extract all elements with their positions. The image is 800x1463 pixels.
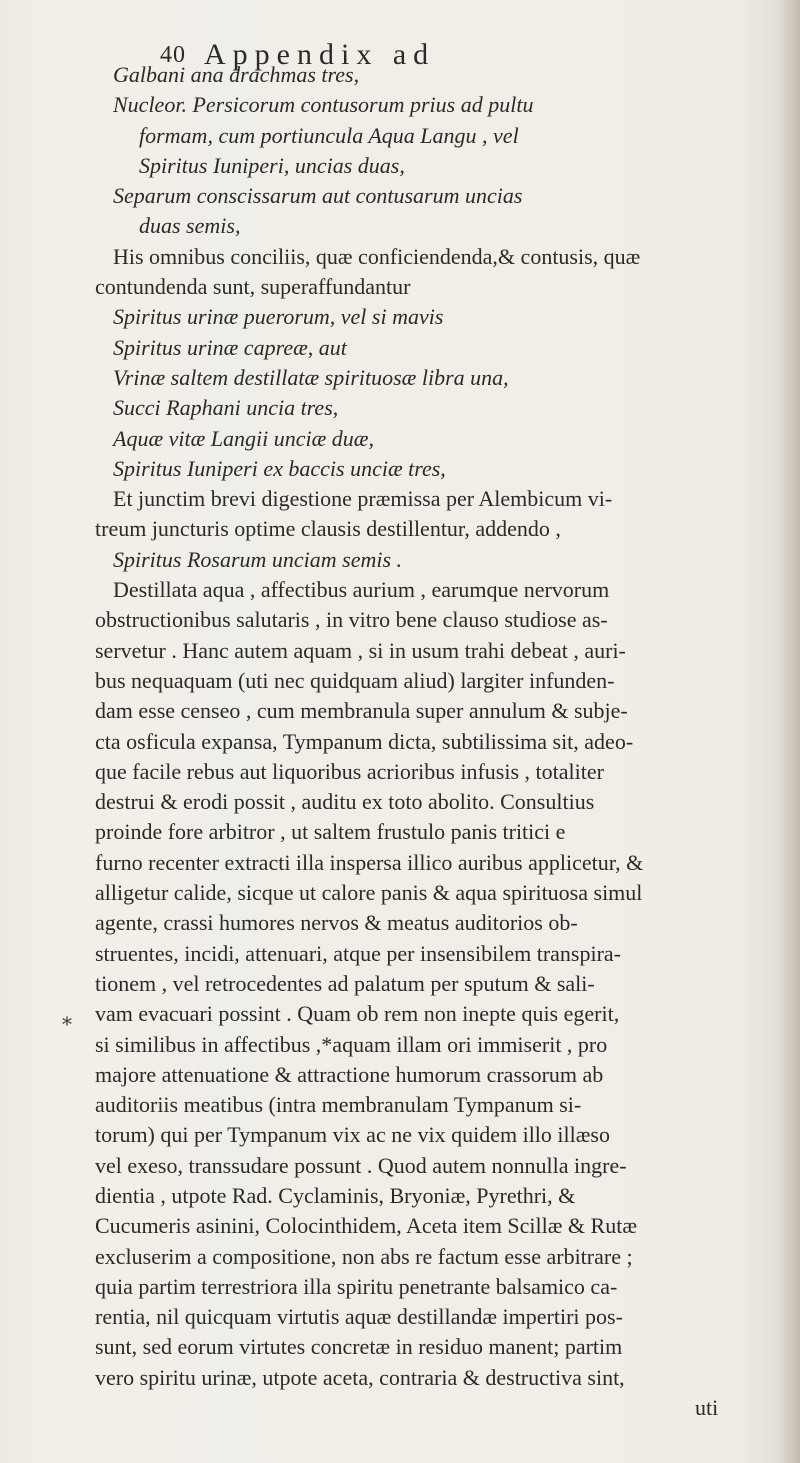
text-line: Spiritus Iuniperi, uncias duas, [139,152,405,178]
text-line: Destillata aqua , affectibus aurium , earumque nervorum [113,577,610,603]
page-number: 40 [160,42,186,68]
text-line: bus nequaquam (uti nec quidquam aliud) largiter infunden- [95,667,615,693]
text-line: rentia, nil quicquam virtutis aquæ destillandæ impertiri pos- [95,1304,623,1330]
text-line: Galbani ana drachmas tres, [113,62,360,87]
text-line: vam evacuari possint . Quam ob rem non inepte quis egerit, [95,1001,620,1027]
text-line: cta osficula expansa, Tympanum dicta, subtilissima sit, adeo- [95,728,634,754]
text-line: dientia , utpote Rad. Cyclaminis, Bryoniæ, Pyrethri, & [95,1182,576,1208]
text-line: si similibus in affectibus ,*aquam illam ori immiserit , pro [95,1031,608,1057]
text-line: Separum conscissarum aut contusarum uncias [113,183,523,209]
text-line: contundenda sunt, superaffundantur [95,274,411,300]
text-line: vel exeso, transsudare possunt . Quod autem nonnulla ingre- [95,1152,627,1178]
text-line: auditoriis meatibus (intra membranulam Tympanum si- [95,1092,582,1118]
running-head: Appendix ad [204,38,436,71]
text-line: proinde fore arbitror , ut saltem frustulo panis tritici e [95,819,566,845]
body-text [95,60,775,1423]
text-line: Nucleor. Persicorum contusorum prius ad pultu [113,92,534,118]
text-line: duas semis, [139,213,241,239]
text-line: treum juncturis optime clausis destillentur, addendo , [95,516,561,542]
text-line: que facile rebus aut liquoribus acrioribus infusis , totaliter [95,758,604,784]
text-line: Succi Raphani uncia tres, [113,395,339,421]
text-line: Spiritus Rosarum unciam semis . [113,546,403,572]
text-line: Cucumeris asinini, Colocinthidem, Aceta item Scillæ & Rutæ [95,1213,638,1239]
page-spine-shadow [778,0,800,1463]
text-line: Et junctim brevi digestione præmissa per Alembicum vi- [113,486,613,512]
text-line: quia partim terrestriora illa spiritu penetrante balsamico ca- [95,1273,618,1299]
text-line: struentes, incidi, attenuari, atque per insensibilem transpira- [95,940,622,966]
text-line: destrui & erodi possit , auditu ex toto abolito. Consultius [95,789,595,815]
text-line: tionem , vel retrocedentes ad palatum per sputum & sali- [95,970,595,996]
text-line: Spiritus urinæ puerorum, vel si mavis [113,304,444,330]
text-line: sunt, sed eorum virtutes concretæ in residuo manent; partim [95,1334,623,1360]
text-line: majore attenuatione & attractione humorum crassorum ab [95,1061,604,1087]
text-line: Spiritus Iuniperi ex baccis unciæ tres, [113,455,446,481]
text-line: servetur . Hanc autem aquam , si in usum trahi debeat , auri- [95,637,626,663]
text-line: obstructionibus salutaris , in vitro bene clauso studiose as- [95,607,608,633]
text-line: torum) qui per Tympanum vix ac ne vix quidem illo illæso [95,1122,610,1148]
text-line: Vrinæ saltem destillatæ spirituosæ libra una, [113,364,509,390]
text-line: formam, cum portiuncula Aqua Langu , vel [139,122,519,148]
text-line: Aquæ vitæ Langii unciæ duæ, [113,425,374,451]
text-line: dam esse censeo , cum membranula super annulum & subje- [95,698,628,724]
text-line: furno recenter extracti illa inspersa illico auribus applicetur, & [95,849,644,875]
text-line: uti [695,1395,719,1421]
text-line: vero spiritu urinæ, utpote aceta, contraria & destructiva sint, [95,1364,625,1390]
text-line: alligetur calide, sicque ut calore panis & aqua spirituosa simul [95,880,643,906]
text-line: excluserim a compositione, non abs re factum esse arbitrare ; [95,1243,633,1269]
text-line: Spiritus urinæ capreæ, aut [113,334,347,360]
text-line: agente, crassi humores nervos & meatus auditorios ob- [95,910,578,936]
text-line: His omnibus conciliis, quæ conficiendenda,& contusis, quæ [113,243,641,269]
margin-asterisk: * [62,1012,72,1036]
